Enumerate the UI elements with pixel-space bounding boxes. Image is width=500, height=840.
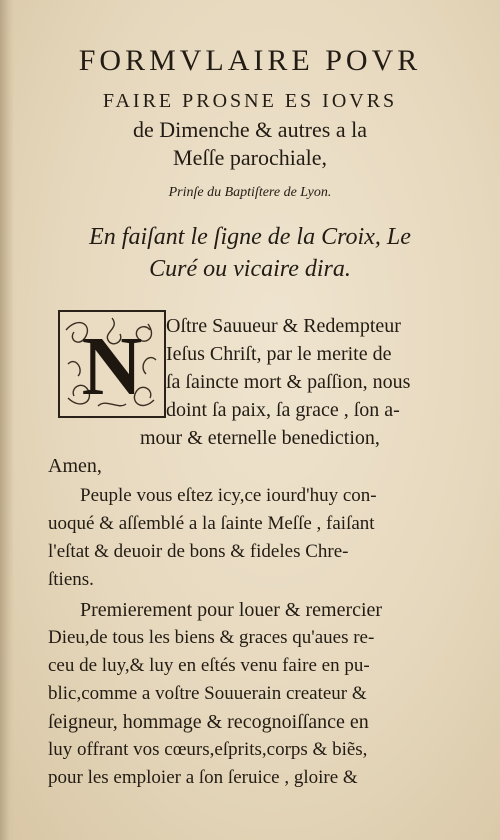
body-line-8: uoqué & aſſemblé a la ſainte Meſſe , faiſant xyxy=(48,513,375,534)
body-line-4: doint ſa paix, ſa grace , ſon a- xyxy=(166,399,400,421)
body-line-10: ſtiens. xyxy=(48,569,94,590)
title-line-4: Meſſe parochiale, xyxy=(173,145,327,170)
title-line-1: FORMVLAIRE POVR xyxy=(78,44,422,77)
body-line-7: Peuple vous eſtez icy,ce iourd'huy con- xyxy=(80,485,377,506)
body-line-2: Ieſus Chriſt, par le merite de xyxy=(166,343,392,365)
body-line-5: mour & eternelle benediction, xyxy=(140,427,380,449)
decorated-initial xyxy=(58,310,166,418)
body-line-13: ceu de luy,& luy en eſtés venu faire en pu- xyxy=(48,655,370,676)
body-line-1: Oſtre Sauueur & Redempteur xyxy=(166,315,401,337)
title-line-2: FAIRE PROSNE ES IOVRS xyxy=(102,90,398,112)
title-line-3: de Dimenche & autres a la xyxy=(133,117,367,142)
body-line-6: Amen, xyxy=(48,455,102,477)
body-line-3: ſa ſaincte mort & paſſion, nous xyxy=(166,371,411,393)
dropcap-letter: N xyxy=(81,320,143,413)
rubric-line-2: Curé ou vicaire dira. xyxy=(149,256,351,282)
ornament-icon xyxy=(58,310,166,418)
body-line-11: Premierement pour louer & remercier xyxy=(80,599,383,621)
body-line-12: Dieu,de tous les biens & graces qu'aues re- xyxy=(48,627,375,648)
rubric-line-1: En faiſant le ſigne de la Croix, Le xyxy=(89,224,411,250)
body-line-16: luy offrant vos cœurs,eſprits,corps & biẽs, xyxy=(48,739,368,760)
body-line-9: l'eſtat & deuoir de bons & fideles Chre- xyxy=(48,541,349,562)
body-line-15: ſeigneur, hommage & recognoiſſance en xyxy=(48,711,369,733)
source-note: Prinſe du Baptiſtere de Lyon. xyxy=(168,185,332,200)
body-line-14: blic,comme a voſtre Souuerain createur & xyxy=(48,683,367,704)
body-line-17: pour les emploier a ſon ſeruice , gloire & xyxy=(48,767,358,788)
